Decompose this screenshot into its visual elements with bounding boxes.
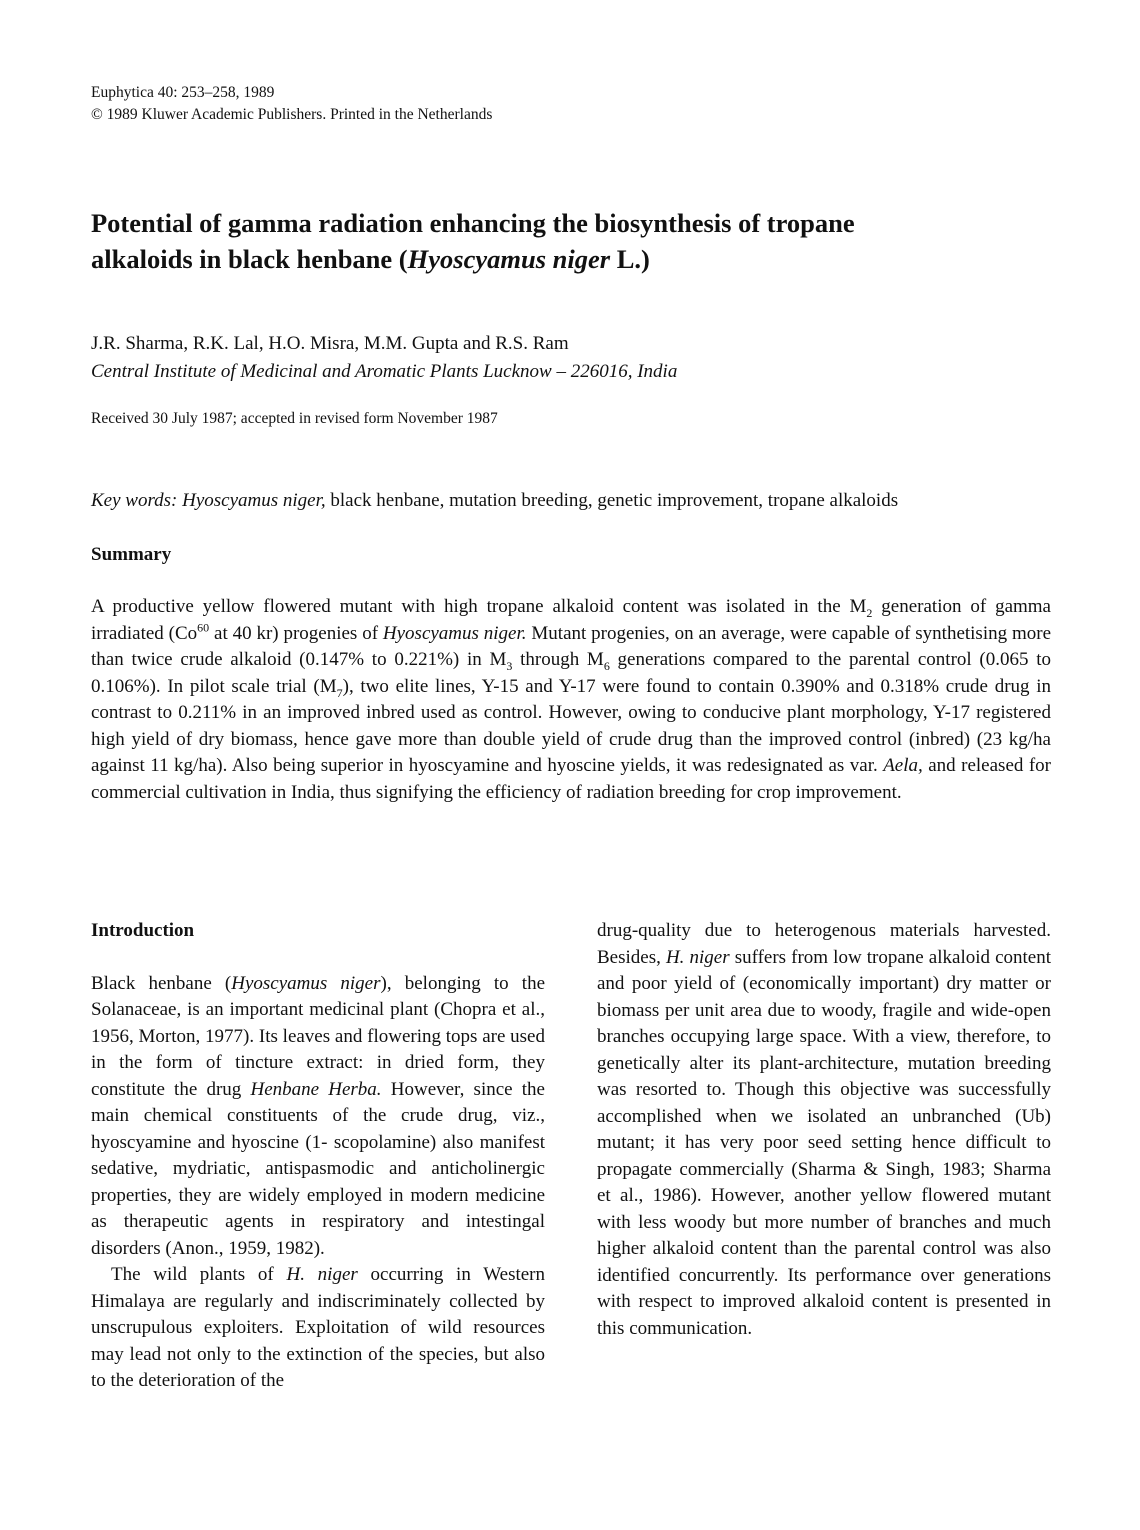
journal-citation: Euphytica 40: 253–258, 1989 (91, 84, 275, 101)
intro-paragraph-2-right-text: drug-quality due to heterogenous materials harvested. Besides, (597, 920, 1051, 968)
title-line2-b: L.) (610, 244, 650, 274)
summary-text: A productive yellow flowered mutant with high tropane alkaloid content was isolated in the $M_2$ generation of gamma irradiated (Co$^{60}$ at 40 kr) progenies of Hyoscyamus niger. Mutant progenies, on an average, were capable of synthetising more than twice crude alkaloid (0.147% to 0.221%) in $M_3$ through $M_6$ generations compared to the parental control (0.065 to 0.106%). In pilot scale trial $(M_7)$, two elite lines, Y-15 and Y-17 were found to contain 0.390% and 0.318% crude drug in contrast to 0.211% in an improved inbred used as control. However, owing to conducive plant morphology, Y-17 registered high yield of dry biomass, hence gave more than double yield of crude drug than the improved control (inbred) (23 kg/ha against 11 kg/ha). Also being superior in hyoscyamine and hyoscine yields, it was redesignated as var. Aela, and released for commercial cultivation in India, thus signifying the efficiency of radiation breeding for crop improvement. (91, 596, 1052, 803)
intro-paragraph-2-left-text: occurring in Western Himalaya are regularly and indiscriminately collected by unscrupulous exploiters. Exploitation of wild resources may lead not only to the extinction of the species, but also to the deterioration of the (91, 1264, 545, 1391)
journal-copyright: © 1989 Kluwer Academic Publishers. Printed in the Netherlands (91, 106, 493, 123)
author-block (91, 330, 677, 386)
keywords-text: black henbane, mutation breeding, genetic improvement, tropane alkaloids (325, 490, 899, 511)
journal-header (91, 82, 492, 126)
intro-column-right (597, 918, 1051, 1342)
summary-heading: Summary (91, 544, 172, 565)
intro-heading: Introduction (91, 920, 195, 941)
intro-paragraph-2-continued: drug-quality due to heterogenous materials harvested. Besides, H. niger suffers from low tropane alkaloid content and poor yield of (economically important) dry matter or biomass per unit area due to woody, fragile and wide-open branches occupying large space. With a view, therefore, to genetically alter its plant-architecture, mutation breeding was resorted to. Though this objective was successfully accomplished when we isolated an unbranched (Ub) mutant; it has very poor seed setting hence difficult to propagate commercially (Sharma & Singh, 1983; Sharma et al., 1986). However, another yellow flowered mutant with less woody but more number of branches and much higher alkaloid content than the parental control was also identified concurrently. Its performance over generations with respect to improved alkaloid content is presented in this communication. (597, 920, 1052, 1339)
title-line2-a: alkaloids in black henbane ( (91, 244, 408, 274)
keywords-label: Key words: Hyoscyamus niger, (91, 490, 326, 511)
intro-column-left (91, 918, 545, 1395)
title-species: Hyoscyamus niger (407, 244, 611, 274)
intro-paragraph-1: Black henbane (Hyoscyamus niger), belonging to the Solanaceae, is an important medicinal plant (Chopra et al., 1956, Morton, 1977). Its leaves and flowering tops are used in the form of tincture extract: in dried form, they constitute the drug Henbane Herba. However, since the main chemical constituents of the crude drug, viz., hyoscyamine and hyoscine (1- scopolamine) also manifest sedative, mydriatic, antispasmodic and anticholinergic properties, they are widely employed in modern medicine as therapeutic agents in respiratory and intestingal disorders (Anon., 1959, 1982). (91, 972, 545, 1259)
paper-title (91, 205, 1051, 277)
received-date: Received 30 July 1987; accepted in revised form November 1987 (91, 410, 498, 427)
title-line1: Potential of gamma radiation enhancing the biosynthesis of tropane (91, 208, 855, 238)
intro-paragraph-2: The wild plants of H. niger occurring in Western Himalaya are regularly and indiscriminately collected by unscrupulous exploiters. Exploitation of wild resources may lead not only to the extinction of the species, but also to the deterioration of the (91, 1264, 545, 1391)
affiliation: Central Institute of Medicinal and Aromatic Plants Lucknow – 226016, India (91, 361, 678, 382)
keywords (91, 490, 1061, 512)
author-list: J.R. Sharma, R.K. Lal, H.O. Misra, M.M. Gupta and R.S. Ram (91, 333, 569, 354)
